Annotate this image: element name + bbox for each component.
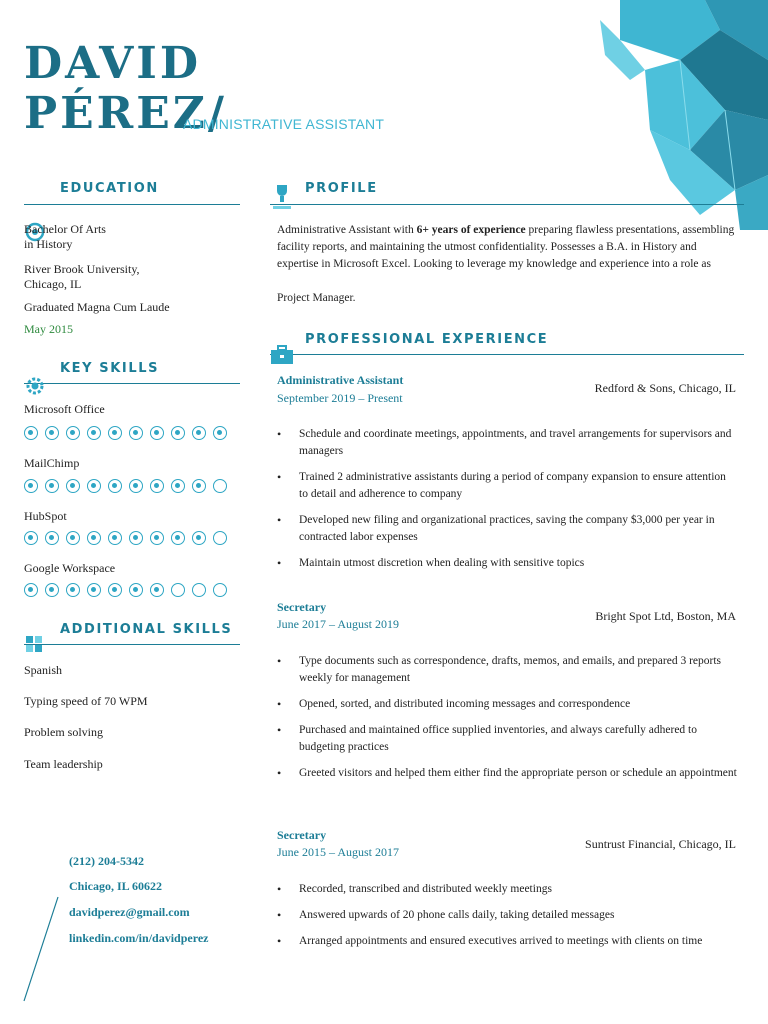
skill-name-2: HubSpot: [24, 509, 67, 523]
job-title-0: Administrative Assistant: [277, 373, 404, 387]
skill-dot-filled: [24, 426, 38, 440]
contact-location: Chicago, IL 60622: [69, 879, 163, 893]
contact-email[interactable]: davidperez@gmail.com: [69, 905, 190, 919]
skill-dot-filled: [150, 479, 164, 493]
experience-heading: PROFESSIONAL EXPERIENCE: [305, 332, 549, 347]
profile-summary-last: Project Manager.: [277, 292, 356, 304]
skill-dot-filled: [108, 583, 122, 597]
first-name: DAVID: [24, 38, 201, 89]
skill-rating-0: [24, 426, 227, 440]
skill-dot-filled: [45, 479, 59, 493]
puzzle-icon: [24, 634, 44, 654]
skill-dot-filled: [45, 426, 59, 440]
job-title-1: Secretary: [277, 600, 327, 614]
last-name: PÉREZ/: [24, 88, 227, 139]
skill-rating-1: [24, 479, 227, 493]
skill-dot-filled: [213, 426, 227, 440]
skill-dot-filled: [108, 426, 122, 440]
job-0-bullet-2: • Developed new filing and organizational practices, saving the company $3,000 per year in contracted labor expenses: [277, 513, 715, 543]
skill-dot-filled: [171, 479, 185, 493]
skill-dot-filled: [150, 426, 164, 440]
profile-rule: [270, 204, 744, 205]
skill-dot-filled: [129, 426, 143, 440]
education-rule: [24, 204, 240, 205]
job-dates-0: September 2019 – Present: [277, 391, 403, 405]
job-1-bullet-0: • Type documents such as correspondence, drafts, memos, and emails, and prepared 3 reports weekly for management: [277, 654, 722, 684]
skill-dot-filled: [24, 583, 38, 597]
job-company-1: Bright Spot Ltd, Boston, MA: [595, 609, 736, 623]
degree-line1: Bachelor Of Arts: [24, 222, 106, 236]
skill-rating-2: [24, 531, 227, 545]
skill-dot-filled: [108, 531, 122, 545]
gear-icon: [24, 375, 46, 397]
skill-dot-filled: [66, 426, 80, 440]
degree-line2: in History: [24, 237, 73, 251]
additional-skill-0: Spanish: [24, 663, 63, 677]
skill-name-1: MailChimp: [24, 456, 80, 470]
contact-phone[interactable]: (212) 204-5342: [69, 854, 144, 868]
skill-dot-filled: [66, 531, 80, 545]
job-1-bullet-2: • Purchased and maintained office supplied inventories, and always carefully adhered to budgeting practices: [277, 723, 697, 753]
experience-rule: [270, 354, 744, 355]
school-line1: River Brook University,: [24, 262, 140, 276]
skill-dot-filled: [87, 583, 101, 597]
job-2-bullet-0: • Recorded, transcribed and distributed weekly meetings: [277, 882, 552, 896]
skill-dot-filled: [45, 583, 59, 597]
skill-dot-filled: [108, 479, 122, 493]
skill-dot-filled: [150, 531, 164, 545]
skill-dot-filled: [150, 583, 164, 597]
skill-dot-filled: [171, 426, 185, 440]
skill-dot-filled: [129, 583, 143, 597]
additional-skills-heading: ADDITIONAL SKILLS: [60, 622, 233, 637]
skill-dot-filled: [192, 479, 206, 493]
job-0-bullet-3: • Maintain utmost discretion when dealing with sensitive topics: [277, 556, 585, 570]
additional-skill-3: Team leadership: [24, 757, 103, 771]
skill-dot-empty: [213, 531, 227, 545]
person-icon: [272, 183, 292, 211]
skill-dot-filled: [24, 531, 38, 545]
contact-linkedin[interactable]: linkedin.com/in/davidperez: [69, 931, 209, 945]
additional-skills-rule: [24, 644, 240, 645]
skill-dot-empty: [192, 583, 206, 597]
job-2-bullet-1: • Answered upwards of 20 phone calls daily, taking detailed messages: [277, 908, 615, 922]
job-dates-1: June 2017 – August 2019: [277, 617, 400, 631]
skill-dot-filled: [171, 531, 185, 545]
skill-dot-filled: [24, 479, 38, 493]
profile-summary: Administrative Assistant with 6+ years of experience preparing flawless presentations, assembling facility reports, and maintaining the utmost confidentiality. Possesses a B.A. in History and expertise in Microsoft Excel. Looking to leverage my knowledge and experience into a role as: [277, 224, 735, 270]
skill-dot-filled: [87, 479, 101, 493]
key-skills-heading: KEY SKILLS: [60, 361, 160, 376]
education-date: May 2015: [24, 322, 73, 336]
job-0-bullet-1: • Trained 2 administrative assistants during a period of company expansion to ensure attention to detail and adherence to company: [277, 470, 726, 500]
skill-dot-filled: [129, 479, 143, 493]
profile-heading: PROFILE: [305, 181, 378, 196]
education-heading: EDUCATION: [60, 181, 159, 196]
job-1-bullet-1: • Opened, sorted, and distributed incoming messages and correspondence: [277, 697, 631, 711]
job-1-bullet-3: • Greeted visitors and helped them either find the appropriate person or schedule an appointment: [277, 766, 737, 780]
job-role-title: ADMINISTRATIVE ASSISTANT: [183, 116, 385, 132]
additional-skill-1: Typing speed of 70 WPM: [24, 694, 148, 708]
skill-dot-empty: [171, 583, 185, 597]
job-2-bullet-2: • Arranged appointments and ensured executives arrived to meetings with clients on time: [277, 934, 703, 948]
job-company-0: Redford & Sons, Chicago, IL: [594, 381, 736, 395]
job-company-2: Suntrust Financial, Chicago, IL: [585, 837, 736, 851]
school-line2: Chicago, IL: [24, 277, 82, 291]
skill-dot-empty: [213, 583, 227, 597]
contact-divider-line: [20, 895, 60, 1005]
skill-name-3: Google Workspace: [24, 561, 116, 575]
skill-dot-filled: [87, 426, 101, 440]
briefcase-icon: [270, 344, 294, 366]
skill-dot-filled: [66, 583, 80, 597]
skill-name-0: Microsoft Office: [24, 402, 105, 416]
job-dates-2: June 2015 – August 2017: [277, 845, 400, 859]
honors: Graduated Magna Cum Laude: [24, 300, 170, 314]
job-0-bullet-0: • Schedule and coordinate meetings, appointments, and travel arrangements for supervisors and managers: [277, 427, 732, 457]
skill-dot-filled: [192, 531, 206, 545]
skill-dot-filled: [87, 531, 101, 545]
skill-dot-empty: [213, 479, 227, 493]
skill-dot-filled: [192, 426, 206, 440]
key-skills-rule: [24, 383, 240, 384]
skill-dot-filled: [129, 531, 143, 545]
hexagon-decoration: [560, 0, 768, 230]
skill-dot-filled: [66, 479, 80, 493]
skill-rating-3: [24, 583, 227, 597]
skill-dot-filled: [45, 531, 59, 545]
job-title-2: Secretary: [277, 828, 327, 842]
additional-skill-2: Problem solving: [24, 725, 104, 739]
